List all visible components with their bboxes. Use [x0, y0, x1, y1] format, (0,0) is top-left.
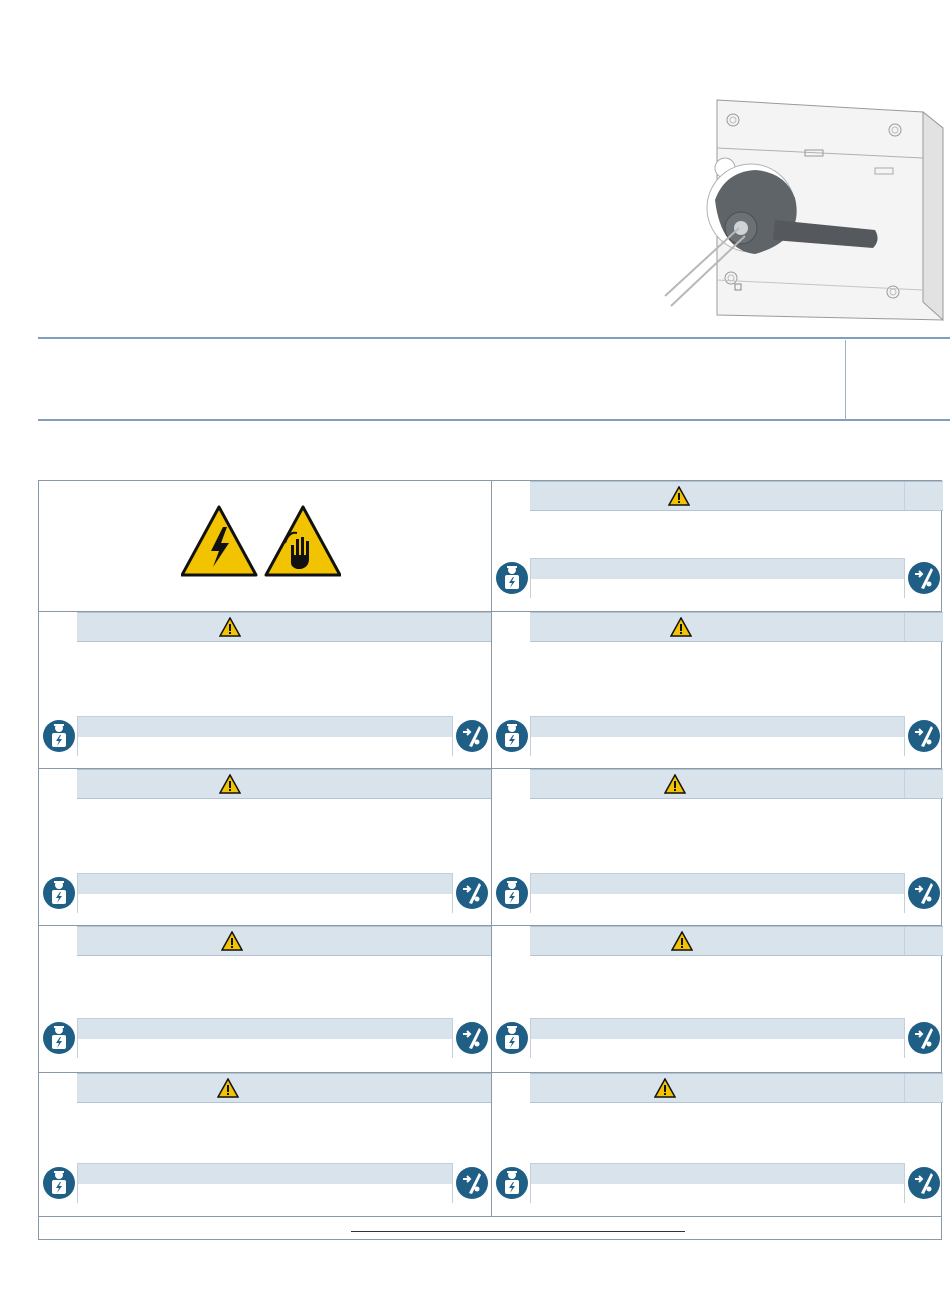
read-instructions-icon: [455, 718, 489, 754]
read-instructions-icon: [455, 1165, 489, 1201]
instruction-row: [492, 1163, 943, 1203]
warning-cell-2-right: [492, 612, 943, 768]
instruction-row: [39, 716, 491, 756]
instruction-row: [492, 873, 943, 913]
qualified-electrician-icon: [495, 1165, 529, 1201]
read-instructions-icon: [455, 875, 489, 911]
warning-cell-5-right: [492, 1073, 943, 1218]
header-column-divider: [845, 340, 846, 420]
warning-bar: [530, 769, 943, 799]
qualified-electrician-icon: [42, 1020, 76, 1056]
warning-triangle-icon: [219, 774, 241, 794]
warning-cell-1-right: [492, 481, 943, 611]
warning-bar: [77, 926, 491, 956]
header-bottom-rule: [38, 419, 950, 421]
warning-cell-4-right: [492, 926, 943, 1072]
electric-shock-hand-warning-icon: [266, 507, 340, 575]
instruction-row: [492, 558, 943, 598]
electrical-voltage-warning-icon: [182, 507, 256, 575]
instruction-row: [39, 1018, 491, 1058]
warning-bar: [77, 1073, 491, 1103]
warning-cell-5-left: [39, 1073, 491, 1218]
warning-bar: [77, 769, 491, 799]
warning-bar: [530, 926, 943, 956]
warning-triangle-icon: [664, 774, 686, 794]
safety-instructions-table: [38, 480, 942, 1240]
warning-bar: [530, 481, 943, 511]
warning-triangle-icon: [217, 1078, 239, 1098]
table-footer: [39, 1216, 941, 1239]
instruction-row: [39, 1163, 491, 1203]
warning-bar: [530, 1073, 943, 1103]
hazard-signs-cell: [39, 481, 491, 611]
qualified-electrician-icon: [495, 875, 529, 911]
qualified-electrician-icon: [495, 560, 529, 596]
qualified-electrician-icon: [42, 875, 76, 911]
warning-cell-4-left: [39, 926, 491, 1072]
warning-triangle-icon: [668, 486, 690, 506]
qualified-electrician-icon: [495, 718, 529, 754]
warning-cell-3-right: [492, 769, 943, 925]
warning-bar: [530, 612, 943, 642]
header-top-rule: [38, 337, 950, 339]
warning-triangle-icon: [670, 617, 692, 637]
hazard-signs: [181, 505, 341, 577]
warning-triangle-icon: [219, 617, 241, 637]
read-instructions-icon: [907, 718, 941, 754]
read-instructions-icon: [907, 560, 941, 596]
read-instructions-icon: [907, 1165, 941, 1201]
qualified-electrician-icon: [42, 718, 76, 754]
warning-triangle-icon: [221, 931, 243, 951]
warning-triangle-icon: [654, 1078, 676, 1098]
qualified-electrician-icon: [42, 1165, 76, 1201]
instruction-row: [492, 716, 943, 756]
instruction-row: [39, 873, 491, 913]
warning-triangle-icon: [671, 931, 693, 951]
footer-link-underline[interactable]: [351, 1231, 685, 1232]
read-instructions-icon: [907, 1020, 941, 1056]
read-instructions-icon: [455, 1020, 489, 1056]
warning-bar: [77, 612, 491, 642]
warning-cell-3-left: [39, 769, 491, 925]
warning-cell-2-left: [39, 612, 491, 768]
product-illustration: [655, 80, 950, 325]
read-instructions-icon: [907, 875, 941, 911]
qualified-electrician-icon: [495, 1020, 529, 1056]
instruction-row: [492, 1018, 943, 1058]
